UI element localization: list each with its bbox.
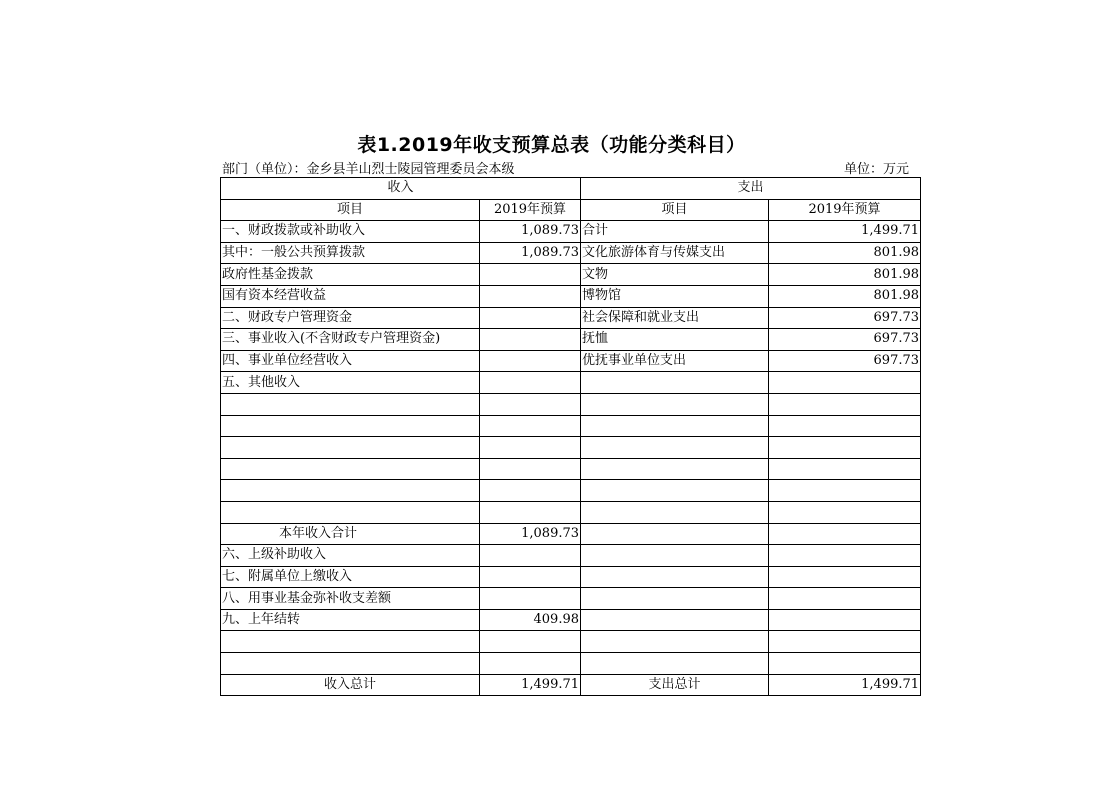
income-budget-header: 2019年预算 (480, 199, 581, 221)
income-value-cell: 409.98 (480, 609, 581, 631)
table-row (221, 285, 921, 307)
income-value-cell (480, 285, 581, 307)
table-row (221, 566, 921, 588)
expense-value-cell (769, 393, 921, 415)
income-item-cell (221, 501, 480, 523)
expense-value-cell (769, 480, 921, 502)
expense-value-cell: 697.73 (769, 307, 921, 329)
column-header-row (221, 199, 921, 221)
income-value-cell: 1,089.73 (480, 523, 581, 545)
income-item-cell: 八、用事业基金弥补收支差额 (221, 588, 480, 610)
page-title: 表1.2019年收支预算总表（功能分类科目） (357, 134, 746, 156)
income-item-cell (221, 480, 480, 502)
expense-value-cell (769, 545, 921, 567)
unit-label: 单位：万元 (843, 162, 909, 177)
expense-value-cell (769, 458, 921, 480)
income-item-cell: 政府性基金拨款 (221, 264, 480, 286)
expense-value-cell (769, 631, 921, 653)
table-row (221, 480, 921, 502)
income-total-value: 1,499.71 (480, 674, 581, 696)
income-value-cell: 1,089.73 (480, 242, 581, 264)
income-item-cell: 七、附属单位上缴收入 (221, 566, 480, 588)
expense-value-cell (769, 609, 921, 631)
expense-value-cell (769, 653, 921, 675)
income-item-cell: 五、其他收入 (221, 372, 480, 394)
expense-budget-header: 2019年预算 (769, 199, 921, 221)
table-row (221, 523, 921, 545)
budget-table-body (221, 178, 921, 696)
expense-value-cell: 801.98 (769, 264, 921, 286)
table-row (221, 393, 921, 415)
expense-value-cell: 697.73 (769, 329, 921, 351)
income-value-cell (480, 264, 581, 286)
income-section-header: 收入 (221, 178, 581, 200)
income-total-label: 收入总计 (221, 674, 480, 696)
income-value-cell (480, 458, 581, 480)
table-row (221, 631, 921, 653)
income-value-cell (480, 545, 581, 567)
table-row (221, 437, 921, 459)
table-row (221, 609, 921, 631)
expense-value-cell (769, 437, 921, 459)
section-header-row (221, 178, 921, 200)
income-item-cell (221, 437, 480, 459)
income-item-cell (221, 653, 480, 675)
income-item-cell: 六、上级补助收入 (221, 545, 480, 567)
expense-value-cell (769, 372, 921, 394)
expense-value-cell: 801.98 (769, 242, 921, 264)
income-value-cell (480, 307, 581, 329)
expense-item-cell (581, 588, 769, 610)
income-item-cell: 一、财政拨款或补助收入 (221, 221, 480, 243)
income-value-cell (480, 588, 581, 610)
table-row (221, 588, 921, 610)
expense-item-cell: 文物 (581, 264, 769, 286)
expense-item-cell (581, 372, 769, 394)
table-row (221, 307, 921, 329)
income-item-cell: 其中：一般公共预算拨款 (221, 242, 480, 264)
expense-item-cell (581, 393, 769, 415)
income-item-cell (221, 393, 480, 415)
expense-value-cell (769, 588, 921, 610)
expense-value-cell (769, 523, 921, 545)
expense-value-cell (769, 566, 921, 588)
expense-item-cell (581, 653, 769, 675)
income-value-cell (480, 480, 581, 502)
income-value-cell (480, 372, 581, 394)
expense-item-cell (581, 609, 769, 631)
income-value-cell (480, 329, 581, 351)
expense-item-cell (581, 458, 769, 480)
table-row (221, 372, 921, 394)
totals-row (221, 674, 921, 696)
expense-item-cell: 文化旅游体育与传媒支出 (581, 242, 769, 264)
income-item-cell: 四、事业单位经营收入 (221, 350, 480, 372)
expense-item-cell (581, 415, 769, 437)
expense-total-value: 1,499.71 (769, 674, 921, 696)
income-item-cell: 二、财政专户管理资金 (221, 307, 480, 329)
table-row (221, 329, 921, 351)
income-item-cell: 九、上年结转 (221, 609, 480, 631)
income-value-cell: 1,089.73 (480, 221, 581, 243)
income-value-cell (480, 415, 581, 437)
expense-value-cell: 801.98 (769, 285, 921, 307)
expense-item-cell (581, 566, 769, 588)
expense-value-cell (769, 415, 921, 437)
table-row (221, 458, 921, 480)
table-row (221, 242, 921, 264)
income-item-cell (221, 458, 480, 480)
table-row (221, 653, 921, 675)
department-label: 部门（单位）：金乡县羊山烈士陵园管理委员会本级 (222, 162, 515, 177)
expense-item-header: 项目 (581, 199, 769, 221)
table-row (221, 415, 921, 437)
income-value-cell (480, 437, 581, 459)
income-item-cell: 本年收入合计 (221, 523, 480, 545)
income-item-cell (221, 631, 480, 653)
expense-item-cell (581, 523, 769, 545)
income-item-cell (221, 415, 480, 437)
table-row (221, 264, 921, 286)
income-item-cell: 国有资本经营收益 (221, 285, 480, 307)
expense-item-cell: 博物馆 (581, 285, 769, 307)
expense-total-label: 支出总计 (581, 674, 769, 696)
expense-item-cell: 社会保障和就业支出 (581, 307, 769, 329)
expense-item-cell (581, 480, 769, 502)
income-value-cell (480, 653, 581, 675)
table-row (221, 221, 921, 243)
expense-item-cell: 合计 (581, 221, 769, 243)
budget-table (220, 177, 921, 696)
expense-item-cell (581, 501, 769, 523)
expense-item-cell: 优抚事业单位支出 (581, 350, 769, 372)
income-value-cell (480, 501, 581, 523)
income-item-cell: 三、事业收入(不含财政专户管理资金) (221, 329, 480, 351)
table-row (221, 350, 921, 372)
income-value-cell (480, 631, 581, 653)
income-value-cell (480, 393, 581, 415)
expense-value-cell: 1,499.71 (769, 221, 921, 243)
income-item-header: 项目 (221, 199, 480, 221)
income-value-cell (480, 350, 581, 372)
expense-item-cell (581, 437, 769, 459)
expense-item-cell (581, 631, 769, 653)
expense-value-cell (769, 501, 921, 523)
table-row (221, 545, 921, 567)
expense-section-header: 支出 (581, 178, 921, 200)
table-row (221, 501, 921, 523)
expense-item-cell (581, 545, 769, 567)
expense-item-cell: 抚恤 (581, 329, 769, 351)
expense-value-cell: 697.73 (769, 350, 921, 372)
income-value-cell (480, 566, 581, 588)
